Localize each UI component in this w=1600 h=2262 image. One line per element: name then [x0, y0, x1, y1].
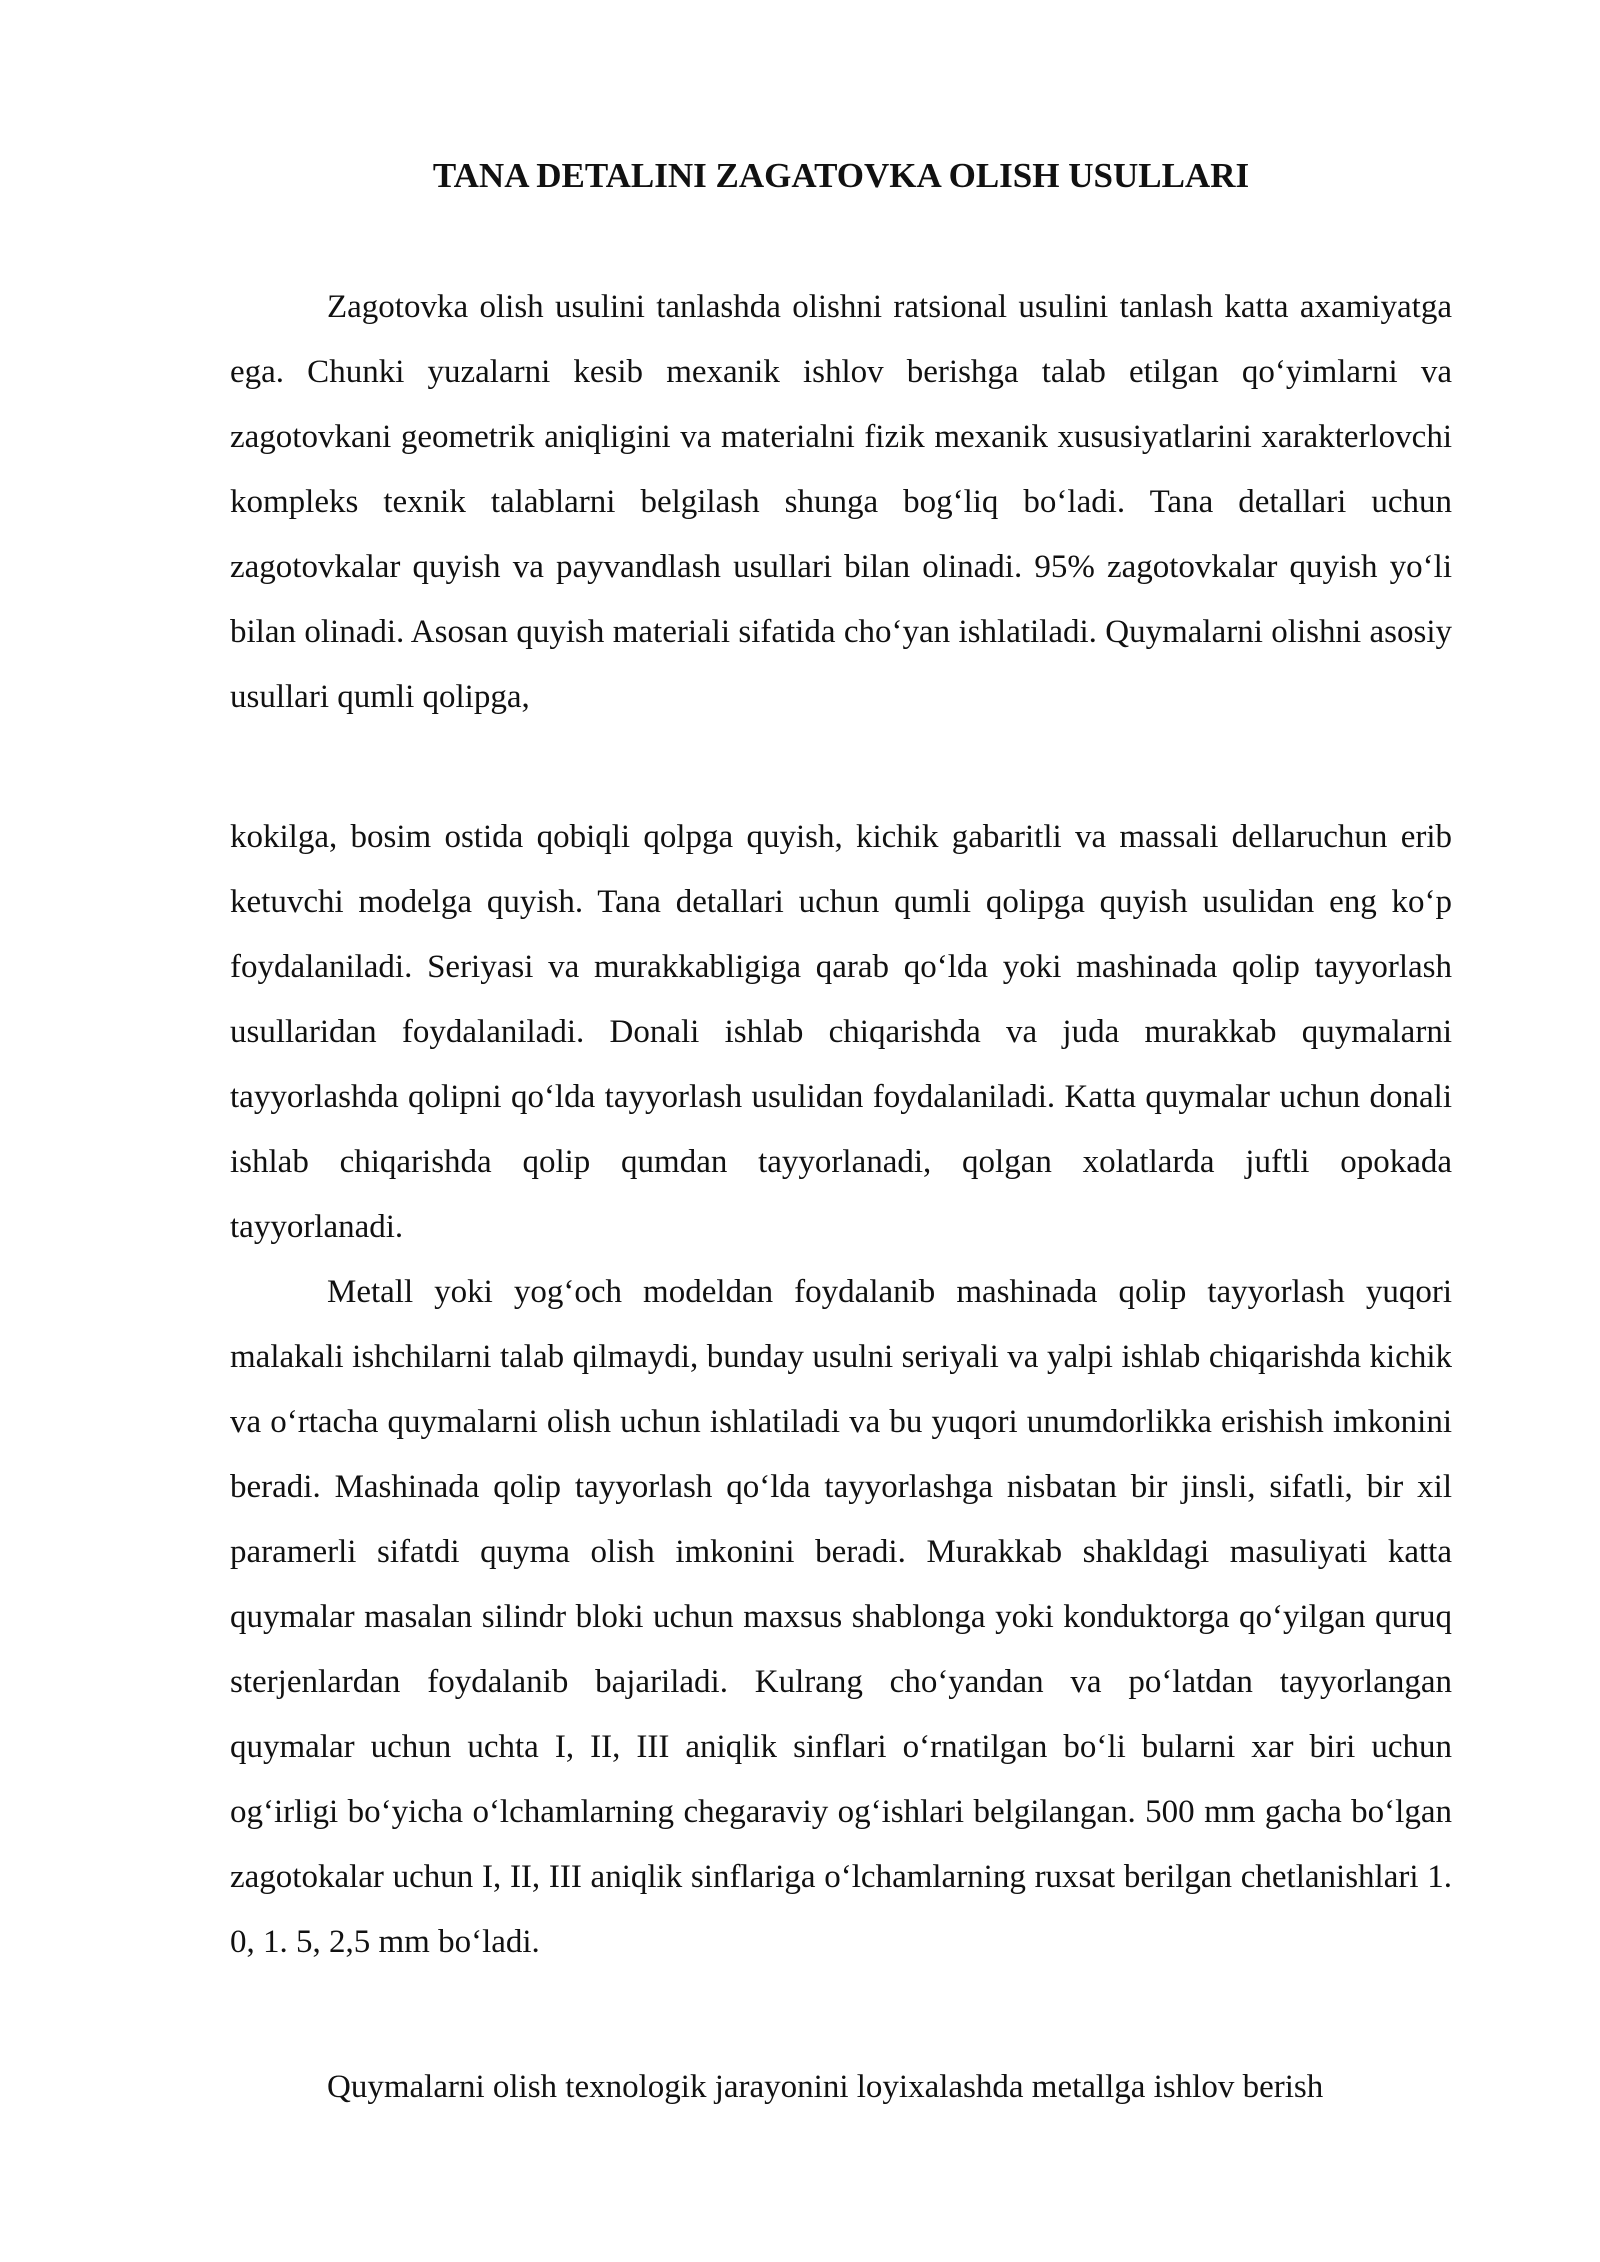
paragraph-3: Metall yoki yog‘och modeldan foydalanib mashinada qolip tayyorlash yuqori malakali ishchilarni talab qilmaydi, bunday usulni seriyali va yalpi ishlab chiqarishda kichik va o‘rtacha quymalarni olish uchun ishlatiladi va bu yuqori unumdorlikka erishish imkonini beradi. Mashinada qolip tayyorlash qo‘lda tayyorlashga nisbatan bir jinsli, sifatli, bir xil paramerli sifatdi quyma olish imkonini beradi. Murakkab shakldagi masuliyati katta quymalar masalan silindr bloki uchun maxsus shablonga yoki konduktorga qo‘yilgan quruq sterjenlardan foydalanib bajariladi. Kulrang cho‘yandan va po‘latdan tayyorlangan quymalar uchun uchta I, II, III aniqlik sinflari o‘rnatilgan bo‘li bularni xar biri uchun og‘irligi bo‘yicha o‘lchamlarning chegaraviy og‘ishlari belgilangan. 500 mm gacha bo‘lgan zagotokalar uchun I, II, III aniqlik sinflariga o‘lchamlarning ruxsat berilgan chetlanishlari 1. 0, 1. 5, 2,5 mm bo‘ladi.: [230, 1274, 1452, 1960]
paragraph-1: Zagotovka olish usulini tanlashda olishni ratsional usulini tanlash katta axamiyatga ega. Chunki yuzalarni kesib mexanik ishlov berishga talab etilgan qo‘yimlarni va zagotovkani geometrik aniqligini va materialni fizik mexanik xususiyatlarini xarakterlovchi kompleks texnik talablarni belgilash shunga bog‘liq bo‘ladi. Tana detallari uchun zagotovkalar quyish va payvandlash usullari bilan olinadi. 95% zagotovkalar quyish yo‘li bilan olinadi. Asosan quyish materiali sifatida cho‘yan ishlatiladi. Quymalarni olishni asosiy usullari qumli qolipga,: [230, 289, 1452, 715]
paragraph-2: kokilga, bosim ostida qobiqli qolpga quyish, kichik gabaritli va massali dellaruchun erib ketuvchi modelga quyish. Tana detallari uchun qumli qolipga quyish usulidan eng ko‘p foydalaniladi. Seriyasi va murakkabligiga qarab qo‘lda yoki mashinada qolip tayyorlash usullaridan foydalaniladi. Donali ishlab chiqarishda va juda murakkab quymalarni tayyorlashda qolipni qo‘lda tayyorlash usulidan foydalaniladi. Katta quymalar uchun donali ishlab chiqarishda qolip qumdan tayyorlanadi, qolgan xolatlarda juftli opokada tayyorlanadi.: [230, 819, 1452, 1245]
paragraph-4: Quymalarni olish texnologik jarayonini loyixalashda metallga ishlov berish: [327, 2069, 1324, 2105]
page-title: TANA DETALINI ZAGATOVKA OLISH USULLARI: [432, 156, 1250, 195]
